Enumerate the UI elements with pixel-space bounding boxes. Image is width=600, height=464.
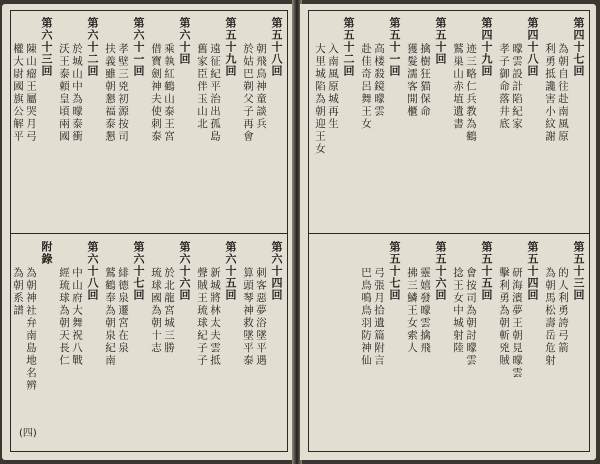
- chapter-entry: [452, 17, 493, 229]
- chapter-title-line: 擊利勇為朝斬兇賊: [498, 267, 510, 367]
- right-top-section: [309, 11, 589, 233]
- chapter-entry: [314, 17, 355, 229]
- chapter-entry: [12, 17, 53, 229]
- chapter-entry: [242, 17, 283, 229]
- chapter-title-line: 大里城陷為朝迎王女: [314, 43, 326, 156]
- chapter-number: 第五十一回: [388, 17, 401, 77]
- chapter-number: 第四十七回: [572, 17, 585, 77]
- chapter-title-line: 曚雲設計陷紀家: [511, 43, 523, 131]
- chapter-title-line: 入南風原城再生: [327, 43, 339, 131]
- chapter-entry: [196, 17, 237, 229]
- left-bottom-section: [11, 235, 287, 451]
- chapter-title-line: 遠征紀平治出孤島: [209, 43, 221, 143]
- right-bottom-section: [309, 235, 589, 451]
- chapter-number: 第六十六回: [178, 241, 191, 301]
- chapter-title-line: 於姑巴剃父子再會: [242, 43, 254, 143]
- chapter-entry: [360, 17, 401, 229]
- chapter-number: 第五十五回: [480, 241, 493, 301]
- chapter-title-line: 弓張月拾遺篇附言: [373, 267, 385, 367]
- chapter-title-line: 為朝自往赴南風原: [557, 43, 569, 143]
- chapter-title-line: 的人利勇誇弓箭: [557, 267, 569, 355]
- chapter-title-line: 聲賊王琉球紀子子: [196, 267, 208, 367]
- chapter-title-line: 新城將林太夫雲抵: [209, 267, 221, 367]
- chapter-entry: [452, 241, 493, 447]
- chapter-title-line: 赴佳奇呂舞王女: [360, 43, 372, 131]
- chapter-title-line: 拂三鱗王女索人: [406, 267, 418, 355]
- chapter-entry: [406, 241, 447, 447]
- chapter-entry: [498, 17, 539, 229]
- chapter-entry: [150, 17, 191, 229]
- chapter-number: 第五十二回: [342, 17, 355, 77]
- chapter-title-line: 扶義雖朝懇福泰懇: [104, 43, 116, 143]
- chapter-title-line: 經琉球為朝天長仁: [58, 267, 70, 367]
- chapter-number: 第六十四回: [270, 241, 283, 301]
- chapter-entry: [104, 241, 145, 447]
- chapter-title-line: 算頭琴神救墜平泰: [242, 267, 254, 367]
- chapter-number: 第六十回: [178, 17, 191, 65]
- chapter-number: 第五十回: [434, 17, 447, 65]
- chapter-number: 第五十八回: [270, 17, 283, 77]
- chapter-number: 第六十一回: [132, 17, 145, 77]
- chapter-number: 第六十三回: [40, 17, 53, 77]
- chapter-number: 第五十三回: [572, 241, 585, 301]
- left-page-frame: [10, 10, 288, 452]
- chapter-title-line: 於北龍宮城三勝: [163, 267, 175, 355]
- appendix-heading: 附錄: [40, 241, 53, 265]
- chapter-number: 第五十六回: [434, 241, 447, 301]
- page-number: (四): [19, 428, 37, 439]
- chapter-title-line: 迹三略仁兵教為鶴: [465, 43, 477, 143]
- chapter-title-line: 乘執紅鶴山泰王宮: [163, 43, 175, 143]
- chapter-number: 第六十七回: [132, 241, 145, 301]
- left-top-section: [11, 11, 287, 233]
- chapter-title-line: 權大尉國旗公解平: [12, 43, 24, 143]
- chapter-number: 第六十八回: [86, 241, 99, 301]
- chapter-title-line: 於城山中為曚泰衝: [71, 43, 83, 143]
- chapter-number: 第六十二回: [86, 17, 99, 77]
- right-page-frame: [308, 10, 590, 452]
- section-divider: [11, 233, 287, 234]
- chapter-number: 第五十七回: [388, 241, 401, 301]
- chapter-title-line: 巴鳥鳴鳥羽防神仙: [360, 267, 372, 367]
- chapter-entry: [544, 17, 585, 229]
- chapter-title-line: 借寶劍神夫使刺泰: [150, 43, 162, 143]
- chapter-title-line: 陳山瘤王屬哭月弓: [25, 43, 37, 143]
- chapter-entry: [196, 241, 237, 447]
- chapter-title-line: 朝飛鳥神童談兵: [255, 43, 267, 131]
- appendix-entry: [12, 241, 53, 447]
- chapter-title-line: 為朝馬松壽岳危射: [544, 267, 556, 367]
- chapter-entry: [360, 241, 401, 447]
- chapter-entry: [58, 17, 99, 229]
- chapter-entry: [498, 241, 539, 447]
- chapter-title-line: 緋德泉遷宮在泉: [117, 267, 129, 355]
- chapter-title-line: 琉球國為朝十志: [150, 267, 162, 355]
- chapter-entry: [406, 17, 447, 229]
- chapter-title-line: 靈嬉發曚雲擒飛: [419, 267, 431, 355]
- chapter-entry: [150, 241, 191, 447]
- chapter-title-line: 舊家臣伴玉山北: [196, 43, 208, 131]
- chapter-title-line: 孝壁三兇初源按司: [117, 43, 129, 143]
- chapter-title-line: 利勇抵讒害小紋謝: [544, 43, 556, 143]
- right-page: [300, 4, 596, 460]
- chapter-entry: [242, 241, 283, 447]
- chapter-title-line: 獲髮濡客開櫃: [406, 43, 418, 118]
- chapter-title-line: 刺客惡夢浴墜平遇: [255, 267, 267, 367]
- chapter-title-line: 研海濱夢王朝見曚雲: [511, 267, 523, 380]
- left-page: [2, 4, 294, 460]
- chapter-title-line: 中山府大舞祝八戰: [71, 267, 83, 367]
- appendix-line: 為朝系譜: [12, 267, 24, 317]
- chapter-title-line: 高楼殺鏡曚雲: [373, 43, 385, 118]
- appendix-line: 為朝神社弁南島地名辨: [25, 267, 37, 392]
- chapter-title-line: 捻王女中城射陸: [452, 267, 464, 355]
- chapter-number: 第六十五回: [224, 241, 237, 301]
- chapter-title-line: 擒樹狂猫保命: [419, 43, 431, 118]
- chapter-title-line: 鷲巢山赤埴遺書: [452, 43, 464, 131]
- chapter-number: 第五十四回: [526, 241, 539, 301]
- chapter-title-line: 會按司為朝討曚雲: [465, 267, 477, 367]
- chapter-entry: [104, 17, 145, 229]
- chapter-number: 第五十九回: [224, 17, 237, 77]
- section-divider: [309, 233, 589, 234]
- chapter-title-line: 鷲鶴奉為朝泉紀南: [104, 267, 116, 367]
- chapter-number: 第四十九回: [480, 17, 493, 77]
- chapter-entry: [58, 241, 99, 447]
- chapter-title-line: 孝子御命落井底: [498, 43, 510, 131]
- chapter-title-line: 沃王泰頼皇頃兩國: [58, 43, 70, 143]
- chapter-entry: [544, 241, 585, 447]
- chapter-number: 第四十八回: [526, 17, 539, 77]
